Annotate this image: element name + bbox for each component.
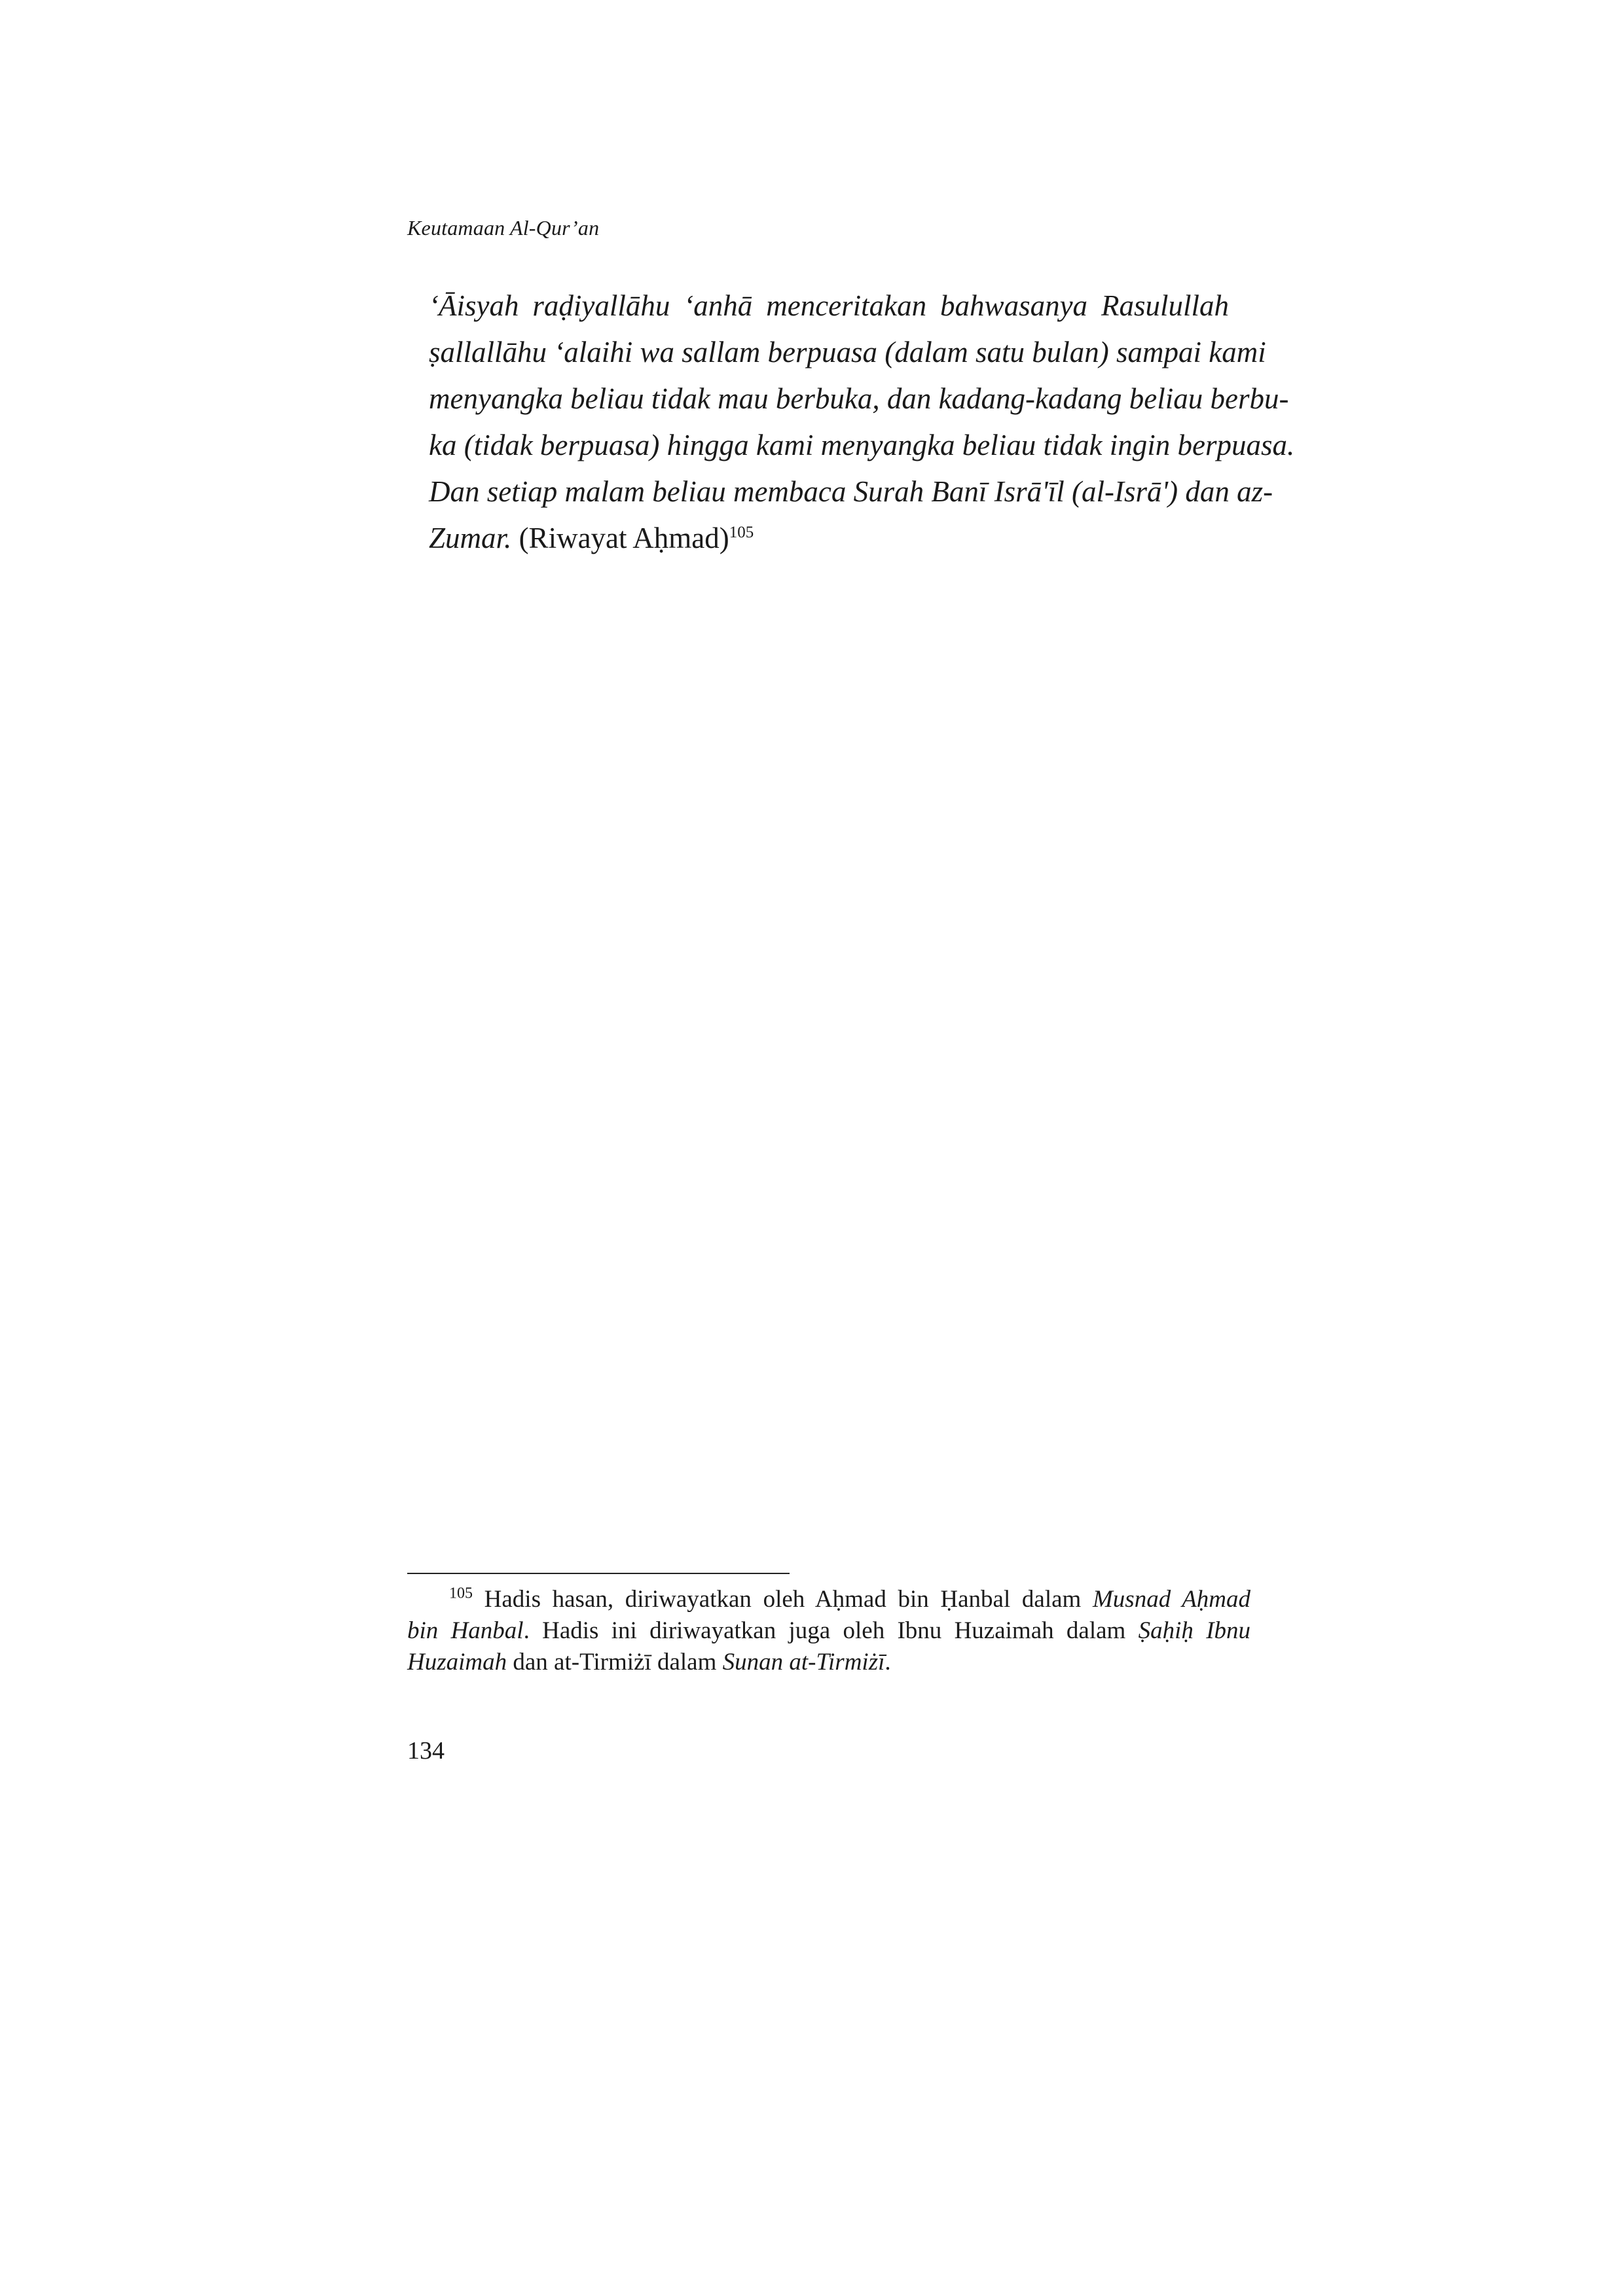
footnote-line bbox=[407, 1584, 1250, 1615]
hadith-line: Dan setiap malam beliau membaca Surah Banī Isrā'īl (al-Isrā') dan az- bbox=[429, 475, 1273, 508]
footnote-book-title: Musnad Aḥmad bbox=[1092, 1586, 1251, 1613]
footnote-line bbox=[407, 1615, 1250, 1647]
hadith-quote bbox=[429, 283, 1295, 562]
footnote-text: dan at-Tirmiżī dalam bbox=[513, 1649, 717, 1676]
footnote-book-title: bin Hanbal bbox=[407, 1617, 524, 1644]
footnote-number: 105 bbox=[449, 1585, 473, 1602]
footnote-reference[interactable]: 105 bbox=[729, 524, 754, 541]
hadith-line: ṣallallāhu ‘alaihi wa sallam berpuasa (dalam satu bulan) sampai kami bbox=[429, 336, 1266, 368]
footnote-text: . Hadis ini diriwayatkan juga oleh Ibnu Huzaimah dalam bbox=[523, 1617, 1126, 1644]
hadith-line: ka (tidak berpuasa) hingga kami menyangka beliau tidak ingin berpuasa. bbox=[429, 429, 1295, 461]
footnote-text: . bbox=[884, 1649, 891, 1676]
footnote-text: Hadis hasan, diriwayatkan oleh Aḥmad bin Ḥanbal dalam bbox=[484, 1586, 1082, 1613]
hadith-line: ‘Āisyah raḍiyallāhu ‘anhā menceritakan bahwasanya Rasulullah bbox=[429, 289, 1229, 322]
hadith-source: (Riwayat Aḥmad) bbox=[519, 522, 729, 554]
footnote-book-title: Huzaimah bbox=[407, 1649, 507, 1676]
page-number: 134 bbox=[407, 1737, 445, 1765]
footnote-book-title: Ṣaḥiḥ Ibnu bbox=[1138, 1617, 1251, 1644]
footnote-line bbox=[407, 1647, 1250, 1678]
hadith-last-line bbox=[429, 515, 1229, 562]
footnote-book-title: Sunan at-Tirmiżī bbox=[722, 1649, 885, 1676]
hadith-line: menyangka beliau tidak mau berbuka, dan kadang-kadang beliau berbu- bbox=[429, 382, 1289, 415]
footnote-separator bbox=[407, 1573, 790, 1574]
footnote bbox=[407, 1584, 1250, 1678]
running-header: Keutamaan Al-Qur’an bbox=[407, 216, 600, 240]
hadith-last-word: Zumar. bbox=[429, 522, 512, 554]
